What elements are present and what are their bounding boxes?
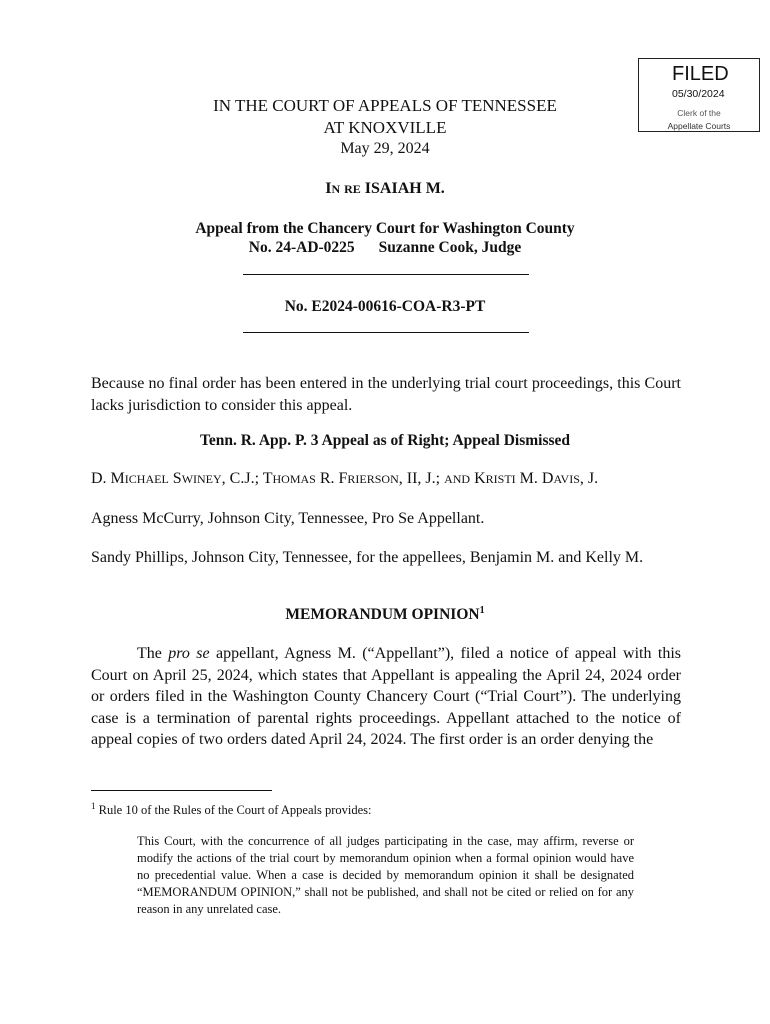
judge1-first: ICHAEL — [124, 472, 169, 486]
appeal-number: No. E2024-00616-COA-R3-PT — [284, 298, 486, 315]
stamp-title: FILED — [672, 63, 729, 85]
judge3-title: , J. — [579, 470, 599, 487]
judge2-last: RIERSON — [347, 472, 399, 486]
opinion-paragraph — [91, 643, 681, 751]
opinion-heading — [0, 605, 770, 624]
opinion-heading-text: MEMORANDUM OPINION — [285, 606, 480, 624]
opinion-text-rest: appellant, Agness M. (“Appellant”), filed a notice of appeal with this Court on April 25, 2024, which states that Appellant is appealing the April 24, 2024 order or orders filed in the Washington County Chancery Court (“Trial Court”). The underlying case is a termination of parental rights proceedings. Appellant attached to the notice of appeal copies of two orders dated April 24, 2024. The first order is an order denying the — [91, 645, 682, 748]
judge2-title: , II, J.; — [398, 470, 445, 487]
judge3-last: AVIS — [553, 472, 580, 486]
case-title — [0, 180, 770, 198]
footnote — [91, 801, 372, 818]
case-title-prefix-re: RE — [344, 182, 361, 196]
trial-info — [0, 239, 770, 257]
stamp-clerk-line: Clerk of the — [677, 108, 721, 118]
decision-date: May 29, 2024 — [340, 140, 430, 157]
opinion-text-start: The — [137, 645, 169, 662]
case-title-prefix-n: N — [331, 182, 341, 196]
appeal-from: Appeal from the Chancery Court for Washington County — [195, 220, 575, 237]
trial-judge: Suzanne Cook, Judge — [378, 239, 522, 256]
counsel-appellees: Sandy Phillips, Johnson City, Tennessee, for the appellees, Benjamin M. and Kelly M. — [91, 549, 644, 566]
divider-bottom — [243, 332, 529, 333]
judge3-first-initial: K — [470, 470, 486, 487]
judge1-title: , C.J.; T — [221, 470, 273, 487]
footnote-separator — [91, 790, 272, 791]
pro-se-italic: pro se — [168, 645, 210, 662]
disposition: Tenn. R. App. P. 3 Appeal as of Right; Appeal Dismissed — [199, 432, 571, 449]
stamp-date: 05/30/2024 — [672, 88, 725, 100]
judge1-initial: D. M — [91, 470, 125, 487]
case-title-prefix-i: I — [325, 180, 332, 197]
judges-and: AND — [444, 472, 471, 486]
trial-number: No. 24-AD-0225 — [248, 239, 355, 256]
court-location: AT KNOXVILLE — [323, 118, 447, 137]
judge1-last: WINEY — [181, 472, 222, 486]
judge2-last-initial: R. F — [315, 470, 348, 487]
divider-top — [243, 274, 529, 275]
stamp-courts-line: Appellate Courts — [667, 121, 731, 131]
footnote-text: Rule 10 of the Rules of the Court of Appeals provides: — [95, 803, 372, 818]
counsel-appellant: Agness McCurry, Johnson City, Tennessee, Pro Se Appellant. — [91, 510, 485, 527]
judge1-last-initial: S — [168, 470, 182, 487]
judge2-first: HOMAS — [272, 472, 316, 486]
footnote-marker: 1 — [91, 801, 96, 811]
footnote-reference: 1 — [479, 605, 485, 616]
judge3-first: RISTI — [485, 472, 516, 486]
court-name: IN THE COURT OF APPEALS OF TENNESSEE — [213, 96, 557, 115]
panel-judges — [91, 470, 598, 488]
summary-paragraph: Because no final order has been entered in the underlying trial court proceedings, this Court lacks jurisdiction to consider this appeal. — [91, 375, 681, 414]
judge3-last-initial: M. D — [515, 470, 554, 487]
case-title-name: ISAIAH M. — [364, 180, 445, 197]
footnote-block-quote: This Court, with the concurrence of all judges participating in the case, may affirm, reverse or modify the actions of the trial court by memorandum opinion when a formal opinion would have no precedential value. When a case is decided by memorandum opinion it shall be designated “MEMORANDUM OPINION,” shall not be published, and shall not be cited or relied on for any reason in any unrelated case. — [137, 834, 634, 916]
